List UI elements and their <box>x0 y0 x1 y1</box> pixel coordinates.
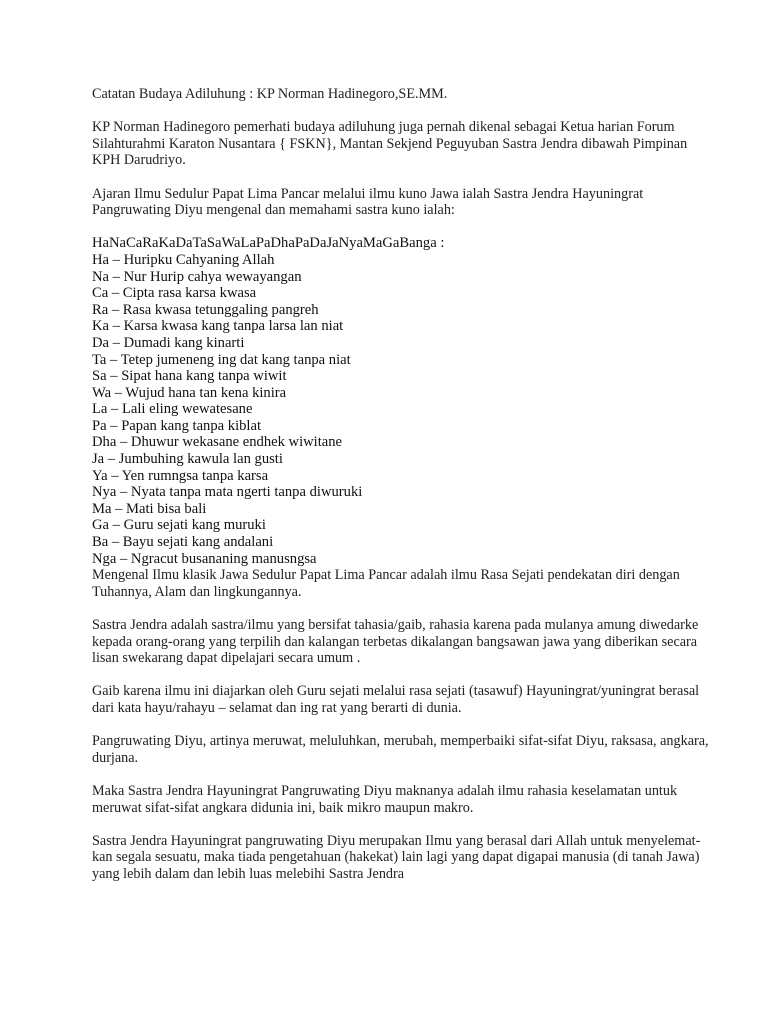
alphabet-line-ma: Ma – Mati bisa bali <box>92 500 207 517</box>
alphabet-line-ra: Ra – Rasa kwasa tetunggaling pangreh <box>92 301 319 318</box>
alphabet-line-ha: Ha – Huripku Cahyaning Allah <box>92 251 275 268</box>
alphabet-line-ya: Ya – Yen rumngsa tanpa karsa <box>92 467 269 484</box>
maka-paragraph: Maka Sastra Jendra Hayuningrat Pangruwating Diyu maknanya adalah ilmu rahasia keselamatan untuk meruwat sifat-sifat angkara didunia ini, baik mikro maupun makro. <box>92 782 678 816</box>
alphabet-line-dha: Dha – Dhuwur wekasane endhek wiwitane <box>92 434 343 451</box>
javanese-alphabet-list <box>92 235 712 567</box>
pangruwating-paragraph: Pangruwating Diyu, artinya meruwat, meluluhkan, merubah, memperbaiki sifat-sifat Diyu, raksasa, angkara, durjana. <box>92 733 709 766</box>
alphabet-line-sa: Sa – Sipat hana kang tanpa wiwit <box>92 368 287 385</box>
alphabet-line-la: La – Lali eling wewatesane <box>92 401 253 418</box>
ajaran-paragraph: Ajaran Ilmu Sedulur Papat Lima Pancar melalui ilmu kuno Jawa ialah Sastra Jendra Hayuningrat Pangruwating Diyu mengenal dan memahami sastra kuno ialah: <box>92 185 644 219</box>
sastra-jendra-paragraph: Sastra Jendra adalah sastra/ilmu yang bersifat tahasia/gaib, rahasia karena pada mulanya amung diwedarke kepada orang-orang yang terpilih dan kalangan terbetas dikalangan bangsawan jawa yang diberikan secara lisan swekarang dapat dipelajari secara umum . <box>92 617 699 667</box>
alphabet-line-da: Da – Dumadi kang kinarti <box>92 334 245 351</box>
alphabet-line-wa: Wa – Wujud hana tan kena kinira <box>92 384 287 401</box>
alphabet-line-nga: Nga – Ngracut busananing manusngsa <box>92 550 317 567</box>
mengenal-paragraph: Mengenal Ilmu klasik Jawa Sedulur Papat Lima Pancar adalah ilmu Rasa Sejati pendekatan diri dengan Tuhannya, Alam dan lingkungannya. <box>92 567 680 600</box>
alphabet-line-ka: Ka – Karsa kwasa kang tanpa larsa lan niat <box>92 318 344 335</box>
alphabet-line-nya: Nya – Nyata tanpa mata ngerti tanpa diwuruki <box>92 484 363 501</box>
gaib-paragraph: Gaib karena ilmu ini diajarkan oleh Guru sejati melalui rasa sejati (tasawuf) Hayuningrat/yuningrat berasal dari kata hayu/rahayu – selamat dan ing rat yang berarti di dunia. <box>92 683 700 716</box>
alphabet-line-ca: Ca – Cipta rasa karsa kwasa <box>92 285 257 302</box>
alphabet-line-ta: Ta – Tetep jumeneng ing dat kang tanpa niat <box>92 351 351 368</box>
alphabet-line-ja: Ja – Jumbuhing kawula lan gusti <box>92 451 283 468</box>
document-title: Catatan Budaya Adiluhung : KP Norman Hadinegoro,SE.MM. <box>92 86 448 102</box>
intro-paragraph: KP Norman Hadinegoro pemerhati budaya adiluhung juga pernah dikenal sebagai Ketua harian Forum Silahturahmi Karaton Nusantara { FSKN}, Mantan Sekjend Peguyuban Sastra Jendra dibawah Pimpinan KPH Darudriyo. <box>92 119 688 169</box>
alphabet-line-na: Na – Nur Hurip cahya wewayangan <box>92 268 302 285</box>
alphabet-line-ga: Ga – Guru sejati kang muruki <box>92 517 266 534</box>
document-page <box>92 86 712 899</box>
alphabet-line-ba: Ba – Bayu sejati kang andalani <box>92 534 274 551</box>
closing-paragraph: Sastra Jendra Hayuningrat pangruwating Diyu merupakan Ilmu yang berasal dari Allah untuk menyelemat-kan segala sesuatu, maka tiada pengetahuan (hakekat) lain lagi yang dapat digapai manusia (di tanah Jawa) yang lebih dalam dan lebih luas melebihi Sastra Jendra <box>92 832 701 882</box>
alphabet-line-pa: Pa – Papan kang tanpa kiblat <box>92 417 262 434</box>
alphabet-heading: HaNaCaRaKaDaTaSaWaLaPaDhaPaDaJaNyaMaGaBanga : <box>92 235 445 252</box>
